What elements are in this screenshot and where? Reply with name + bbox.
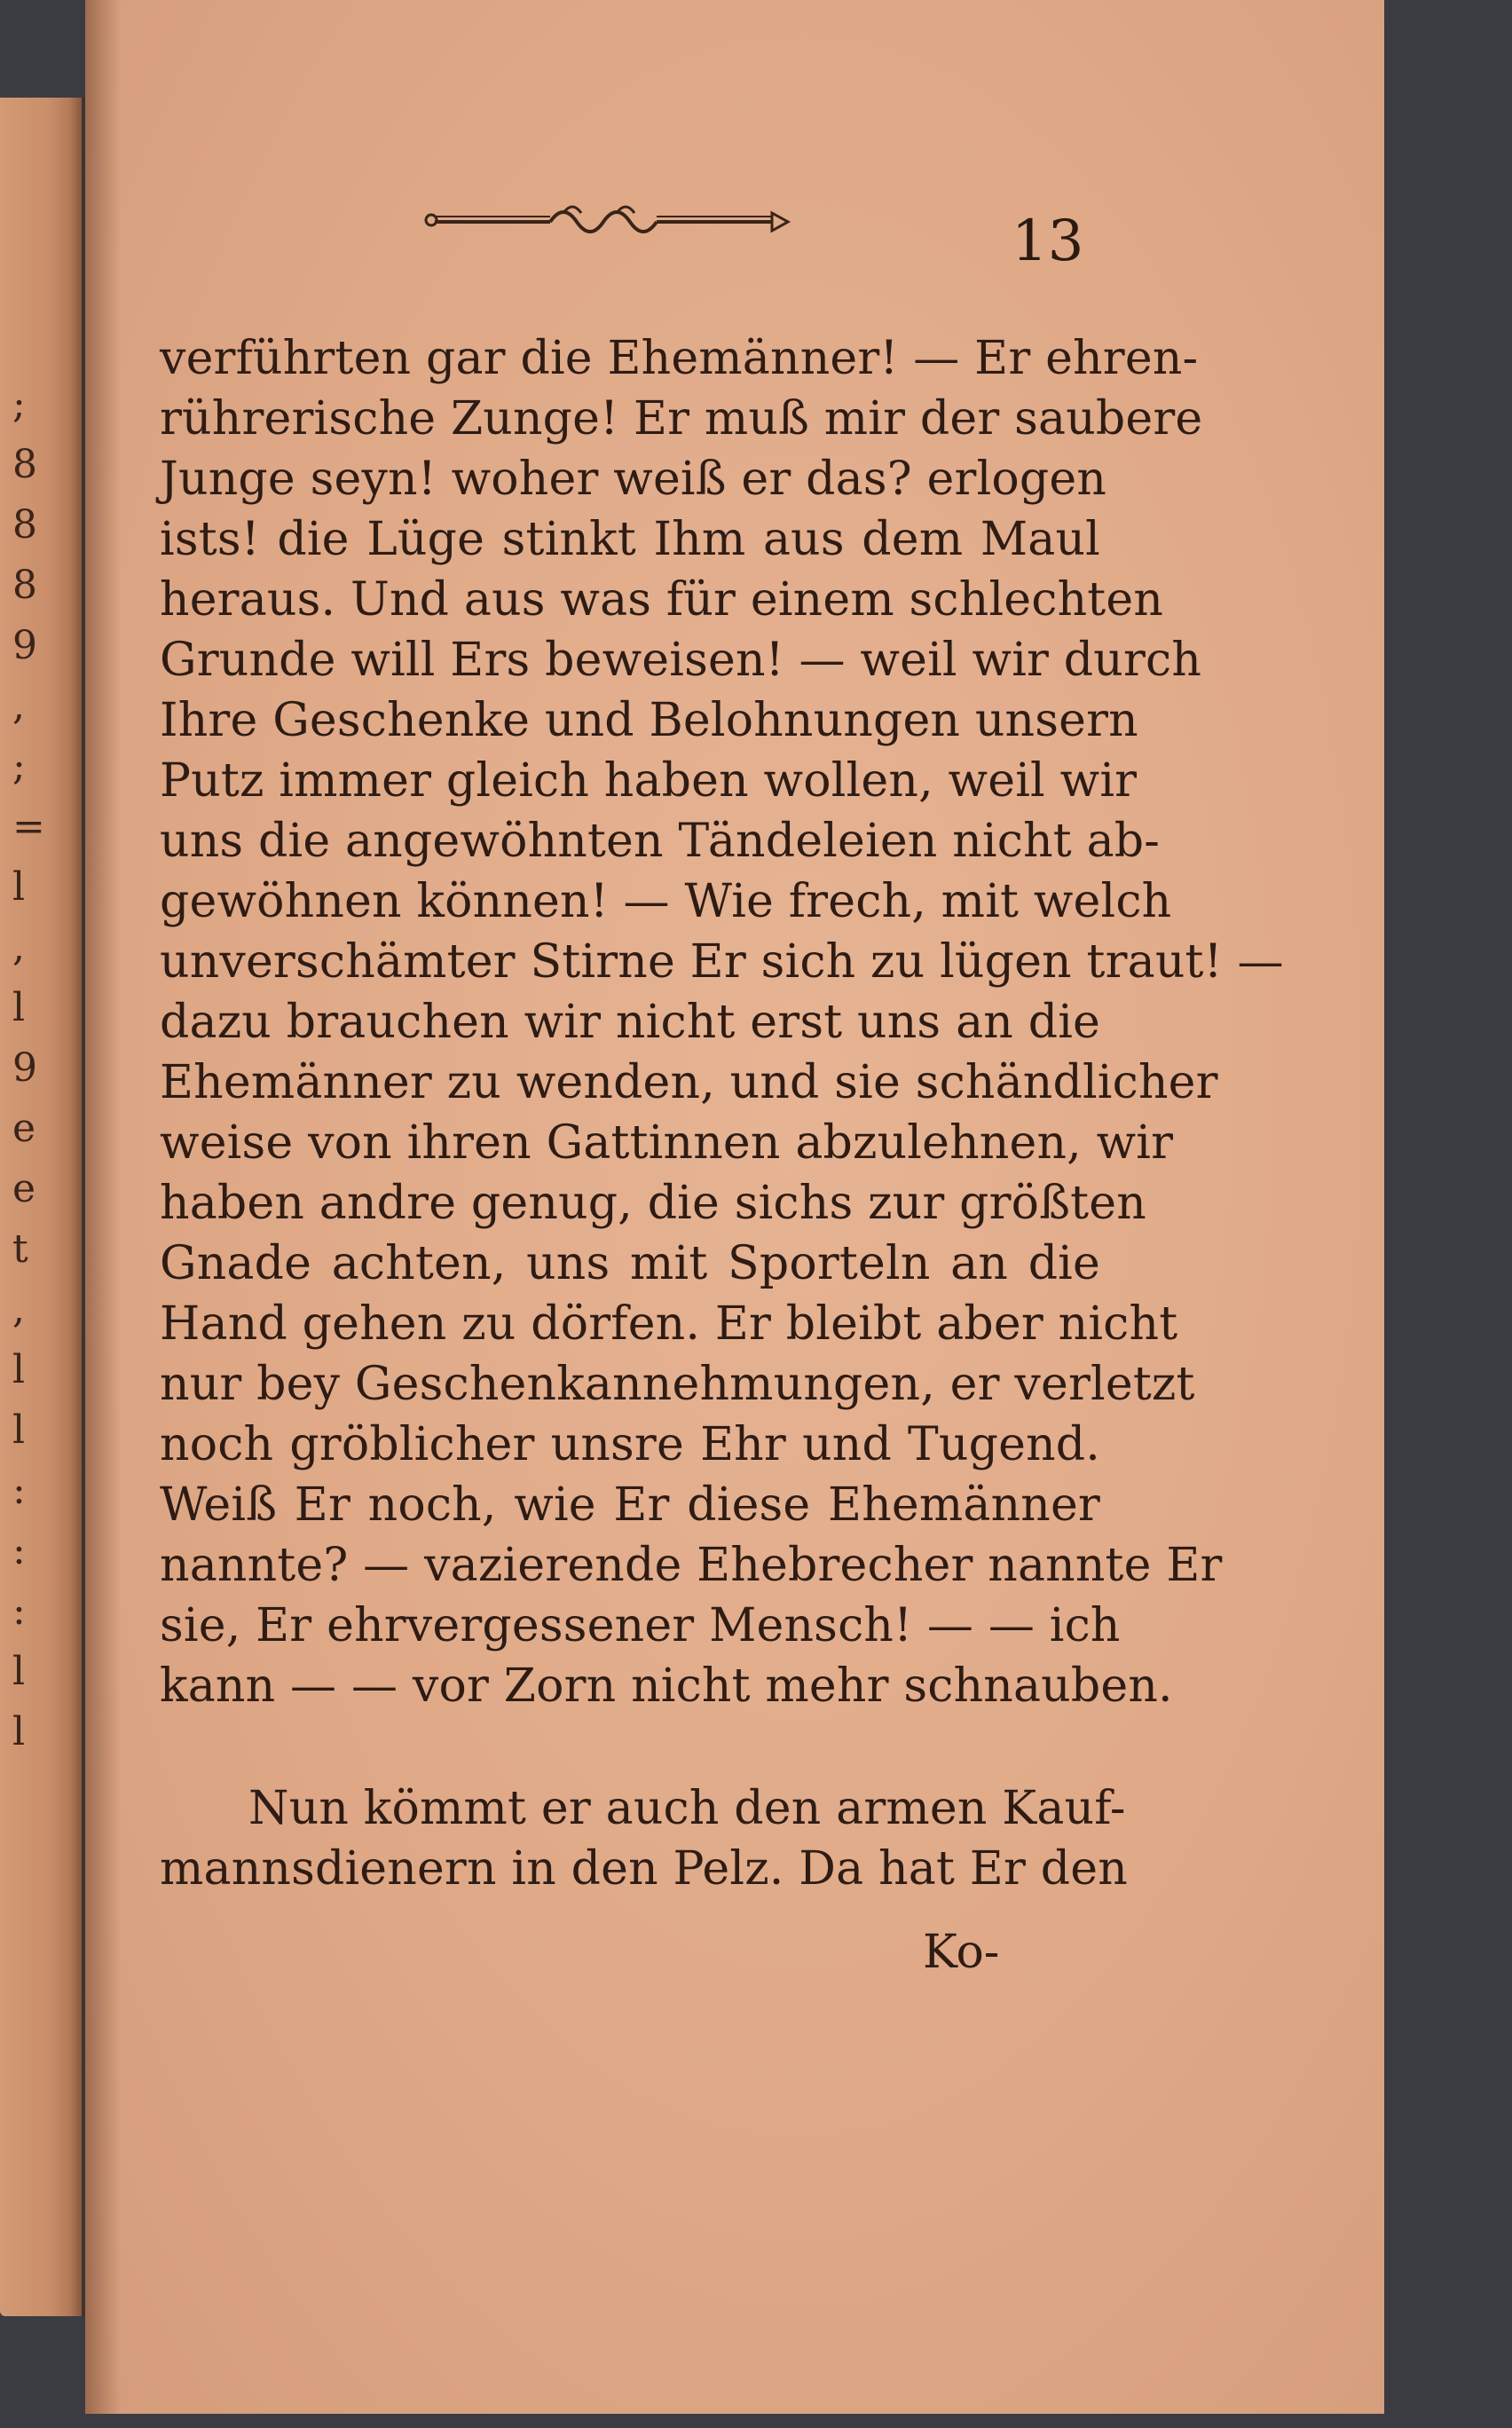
margin-char: 9 <box>12 623 37 668</box>
catchword: Ko- <box>923 1926 1000 1979</box>
margin-char: 8 <box>12 502 37 548</box>
text-line: noch gröblicher unsre Ehr und Tugend. <box>160 1418 1100 1471</box>
margin-char: l <box>12 985 26 1030</box>
margin-char: , <box>12 683 25 729</box>
margin-char: 8 <box>12 563 37 608</box>
margin-char: : <box>12 1588 26 1634</box>
text-line: rührerische Zunge! Er muß mir der saubere <box>160 392 1203 445</box>
text-line: Gnade achten, uns mit Sporteln an die <box>160 1237 1100 1290</box>
margin-char: l <box>12 1709 26 1754</box>
text-line: Grunde will Ers beweisen! — weil wir durch <box>160 634 1202 687</box>
margin-char: l <box>12 1407 26 1453</box>
margin-char: , <box>12 925 25 970</box>
text-line: heraus. Und aus was für einem schlechten <box>160 573 1164 627</box>
margin-char: : <box>12 1528 26 1573</box>
text-line: Putz immer gleich haben wollen, weil wir <box>160 754 1138 808</box>
text-line: Weiß Er noch, wie Er diese Ehemänner <box>160 1478 1100 1532</box>
main-text <box>160 328 1284 1899</box>
text-line: weise von ihren Gattinnen abzulehnen, wir <box>160 1116 1174 1170</box>
text-line: dazu brauchen wir nicht erst uns an die <box>160 996 1100 1049</box>
text-line: Junge seyn! woher weiß er das? erlogen <box>160 453 1107 506</box>
paragraph-2 <box>160 1778 1128 1899</box>
text-line: unverschämter Stirne Er sich zu lügen traut! — <box>160 935 1284 989</box>
text-line: sie, Er ehrvergessener Mensch! — — ich <box>160 1599 1121 1652</box>
text-line: haben andre genug, die sichs zur größten <box>160 1177 1146 1230</box>
paragraph-gap <box>160 1716 1100 1778</box>
text-line: mannsdienern in den Pelz. Da hat Er den <box>160 1842 1128 1896</box>
text-line: nannte? — vazierende Ehebrecher nannte Er <box>160 1539 1223 1592</box>
header-ornament-icon <box>417 195 807 248</box>
text-line: Nun kömmt er auch den armen Kauf- <box>248 1782 1126 1835</box>
page-header <box>417 195 1056 266</box>
margin-char: e <box>12 1106 36 1151</box>
text-line: Hand gehen zu dörfen. Er bleibt aber nicht <box>160 1297 1178 1351</box>
margin-char: l <box>12 1649 26 1694</box>
text-line: verführten gar die Ehemänner! — Er ehren- <box>160 332 1199 385</box>
text-line: nur bey Geschenkannehmungen, er verletzt <box>160 1358 1195 1411</box>
page-shadow <box>85 0 121 2414</box>
paragraph-1 <box>160 328 1284 1716</box>
text-line: ists! die Lüge stinkt Ihm aus dem Maul <box>160 513 1100 566</box>
page-number: 13 <box>1012 209 1084 274</box>
text-line: Ehemänner zu wenden, und sie schändlicher <box>160 1056 1218 1109</box>
margin-char: ; <box>12 744 26 789</box>
margin-char: t <box>12 1226 28 1272</box>
margin-char: : <box>12 1468 26 1513</box>
margin-char: = <box>12 804 45 849</box>
margin-char: l <box>12 1347 26 1392</box>
text-line: uns die angewöhnten Tändeleien nicht ab- <box>160 815 1161 868</box>
text-line: kann — — vor Zorn nicht mehr schnauben. <box>160 1659 1173 1713</box>
margin-char: l <box>12 864 26 910</box>
margin-char: e <box>12 1166 36 1211</box>
margin-char: 8 <box>12 442 37 487</box>
text-line: Ihre Geschenke und Belohnungen unsern <box>160 694 1138 747</box>
left-page-margin-text <box>0 382 62 2068</box>
margin-char: , <box>12 1287 25 1332</box>
text-line: gewöhnen können! — Wie frech, mit welch <box>160 875 1172 928</box>
margin-char: ; <box>12 382 26 427</box>
margin-char: 9 <box>12 1045 37 1091</box>
